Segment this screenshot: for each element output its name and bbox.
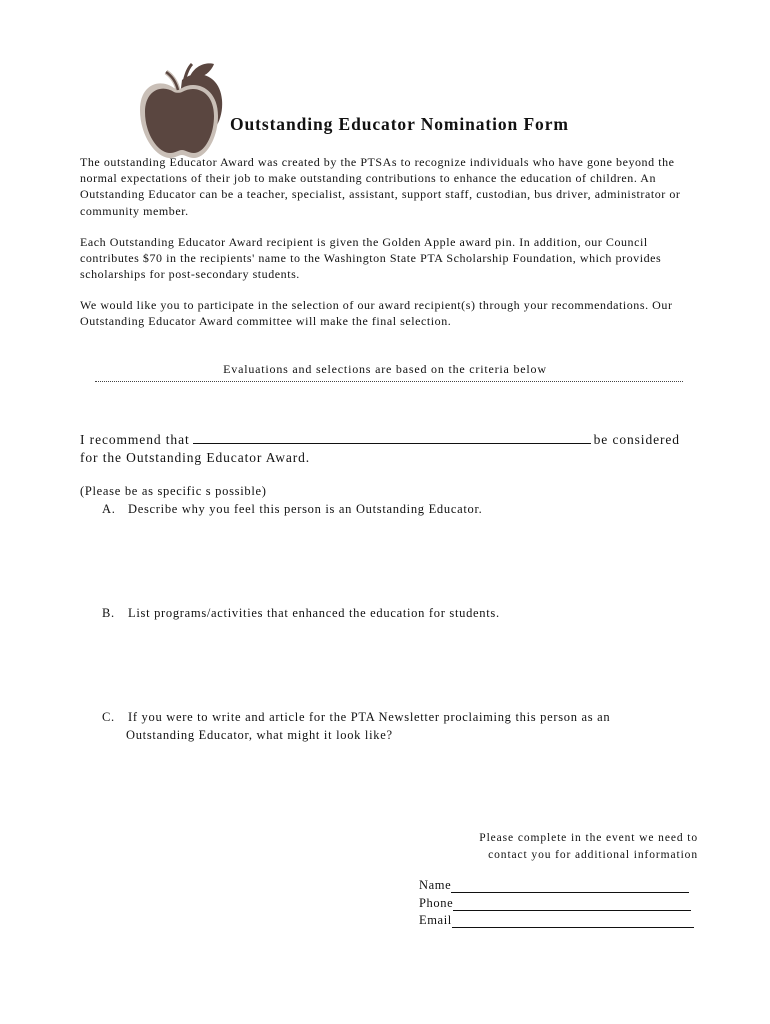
question-letter: B. (102, 606, 115, 620)
specific-note: (Please be as specific s possible) (80, 484, 267, 498)
nominee-name-blank[interactable] (193, 431, 591, 444)
contact-note-line-1: Please complete in the event we need to (479, 832, 698, 844)
contact-note (418, 830, 698, 864)
phone-label: Phone (419, 896, 454, 910)
form-title: Outstanding Educator Nomination Form (230, 114, 569, 134)
question-text: Describe why you feel this person is an Outstanding Educator. (128, 502, 483, 516)
recommendation-statement (80, 431, 680, 467)
name-field (419, 878, 689, 893)
criteria-note: Evaluations and selections are based on the criteria below (223, 362, 547, 376)
intro-paragraph-award: The outstanding Educator Award was created by the PTSAs to recognize individuals who have gone beyond the normal expectations of their job to make outstanding contributions to enhance the education of children. An Outstanding Educator can be a teacher, specialist, assistant, support staff, custodian, bus driver, administrator or community member. (80, 155, 681, 218)
question-letter: A. (102, 502, 116, 516)
intro-paragraph-pin: Each Outstanding Educator Award recipient is given the Golden Apple award pin. In addition, our Council contributes $70 in the recipients' name to the Washington State PTA Scholarship Foundation, which provides scholarships for post-secondary students. (80, 235, 662, 282)
name-blank[interactable] (451, 880, 689, 893)
question-b (102, 604, 500, 622)
contact-note-line-2: contact you for additional information (488, 849, 698, 861)
apple-logo-icon (136, 58, 226, 164)
question-text: List programs/activities that enhanced the education for students. (128, 606, 500, 620)
phone-blank[interactable] (453, 898, 691, 911)
name-label: Name (419, 878, 452, 892)
phone-field (419, 896, 691, 911)
question-text: If you were to write and article for the PTA Newsletter proclaiming this person as an (128, 710, 611, 724)
question-a (102, 500, 482, 518)
recommend-suffix: be considered for the Outstanding Educator Award. (80, 432, 680, 465)
question-c (102, 708, 702, 744)
email-field (419, 913, 694, 928)
recommend-prefix: I recommend that (80, 432, 190, 447)
dotted-divider (95, 381, 683, 383)
intro-paragraph-participate: We would like you to participate in the selection of our award recipient(s) through your recommendations. Our Outstanding Educator Award committee will make the final selection. (80, 298, 673, 329)
question-letter: C. (102, 710, 115, 724)
question-text-continued: Outstanding Educator, what might it look like? (126, 728, 393, 742)
email-blank[interactable] (452, 915, 694, 928)
email-label: Email (419, 913, 452, 927)
